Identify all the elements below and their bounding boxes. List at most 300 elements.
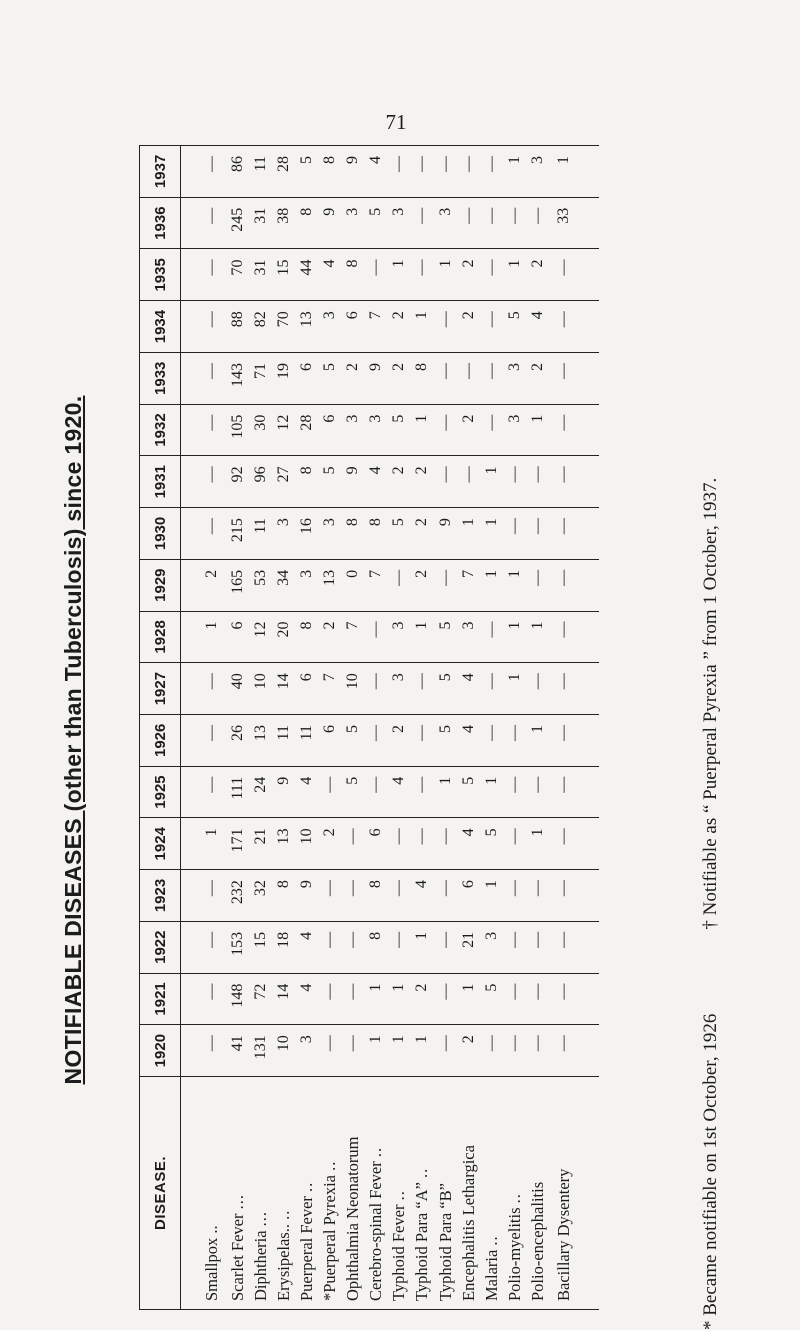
count-cell: 4 bbox=[364, 146, 387, 198]
disease-name-cell bbox=[526, 1077, 549, 1310]
year-header: 1926 bbox=[140, 714, 181, 766]
count-cell: 1 bbox=[410, 921, 433, 973]
count-cell: — bbox=[410, 663, 433, 715]
count-cell: 4 bbox=[387, 766, 410, 818]
disease-name-cell bbox=[387, 1077, 410, 1310]
disease-name: Typhoid Para “A” bbox=[412, 1182, 432, 1301]
count-cell: 0 bbox=[341, 559, 364, 611]
count-cell: — bbox=[549, 818, 599, 870]
count-cell: — bbox=[410, 766, 433, 818]
count-cell: 153 bbox=[226, 921, 249, 973]
disease-name: Encephalitis Lethargica bbox=[458, 1145, 478, 1301]
count-cell: — bbox=[181, 146, 226, 198]
count-cell: — bbox=[434, 973, 457, 1025]
count-cell: — bbox=[549, 1025, 599, 1077]
count-cell: 143 bbox=[226, 352, 249, 404]
disease-name-cell bbox=[434, 1077, 457, 1310]
count-cell: — bbox=[364, 663, 387, 715]
table-wrap bbox=[139, 145, 599, 1310]
count-cell: — bbox=[549, 611, 599, 663]
count-cell: — bbox=[457, 352, 480, 404]
count-cell: 4 bbox=[295, 921, 318, 973]
count-cell: 6 bbox=[295, 352, 318, 404]
disease-name-cell bbox=[341, 1077, 364, 1310]
count-cell: 1 bbox=[526, 818, 549, 870]
count-cell: 1 bbox=[526, 714, 549, 766]
count-cell: 8 bbox=[364, 508, 387, 560]
count-cell: 3 bbox=[318, 301, 341, 353]
count-cell: — bbox=[387, 870, 410, 922]
count-cell: 28 bbox=[295, 404, 318, 456]
count-cell: 8 bbox=[341, 249, 364, 301]
year-header: 1932 bbox=[140, 404, 181, 456]
count-cell: 1 bbox=[480, 559, 503, 611]
count-cell: 6 bbox=[364, 818, 387, 870]
count-cell: 8 bbox=[272, 870, 295, 922]
count-cell: — bbox=[503, 818, 526, 870]
diseases-table bbox=[139, 145, 599, 1310]
count-cell: 1 bbox=[503, 559, 526, 611]
count-cell: 4 bbox=[364, 456, 387, 508]
disease-name: Erysipelas.. bbox=[273, 1224, 293, 1301]
count-cell: 1 bbox=[181, 818, 226, 870]
count-cell: — bbox=[549, 404, 599, 456]
table-body bbox=[181, 146, 600, 1310]
count-cell: 4 bbox=[318, 249, 341, 301]
count-cell: — bbox=[181, 508, 226, 560]
count-cell: 12 bbox=[249, 611, 272, 663]
count-cell: — bbox=[181, 404, 226, 456]
count-cell: — bbox=[480, 714, 503, 766]
count-cell: 2 bbox=[387, 301, 410, 353]
leader-dots: .. bbox=[320, 1160, 340, 1171]
count-cell: 5 bbox=[434, 611, 457, 663]
count-cell: — bbox=[181, 197, 226, 249]
count-cell: 2 bbox=[526, 352, 549, 404]
count-cell: 4 bbox=[457, 714, 480, 766]
count-cell: 3 bbox=[341, 404, 364, 456]
count-cell: 6 bbox=[341, 301, 364, 353]
count-cell: — bbox=[181, 973, 226, 1025]
count-cell: — bbox=[503, 714, 526, 766]
page-number: 71 bbox=[385, 110, 407, 134]
count-cell: 3 bbox=[295, 559, 318, 611]
count-cell: 6 bbox=[318, 404, 341, 456]
disease-name-cell bbox=[480, 1077, 503, 1310]
disease-name-cell bbox=[410, 1077, 433, 1310]
count-cell: — bbox=[181, 921, 226, 973]
count-cell: — bbox=[387, 818, 410, 870]
table-row bbox=[341, 146, 364, 1310]
disease-name: Polio-myelitis bbox=[504, 1207, 524, 1301]
count-cell: 232 bbox=[226, 870, 249, 922]
count-cell: 5 bbox=[434, 663, 457, 715]
table-row bbox=[457, 146, 480, 1310]
disease-name-cell bbox=[457, 1077, 480, 1310]
disease-name-cell bbox=[272, 1077, 295, 1310]
count-cell: — bbox=[434, 818, 457, 870]
count-cell: 88 bbox=[226, 301, 249, 353]
count-cell: 72 bbox=[249, 973, 272, 1025]
disease-name: *Puerperal Pyrexia bbox=[320, 1175, 340, 1301]
count-cell: 1 bbox=[364, 973, 387, 1025]
disease-header: DISEASE. bbox=[140, 1077, 181, 1310]
count-cell: 5 bbox=[387, 508, 410, 560]
count-cell: 8 bbox=[364, 870, 387, 922]
count-cell: — bbox=[341, 818, 364, 870]
count-cell: — bbox=[434, 404, 457, 456]
count-cell: 3 bbox=[503, 352, 526, 404]
count-cell: — bbox=[457, 456, 480, 508]
year-header: 1921 bbox=[140, 973, 181, 1025]
count-cell: 20 bbox=[272, 611, 295, 663]
count-cell: — bbox=[434, 301, 457, 353]
count-cell: 5 bbox=[480, 973, 503, 1025]
count-cell: 4 bbox=[457, 663, 480, 715]
count-cell: 92 bbox=[226, 456, 249, 508]
count-cell: 2 bbox=[457, 249, 480, 301]
count-cell: — bbox=[434, 456, 457, 508]
count-cell: — bbox=[549, 249, 599, 301]
count-cell: 18 bbox=[272, 921, 295, 973]
count-cell: 3 bbox=[387, 611, 410, 663]
count-cell: — bbox=[434, 1025, 457, 1077]
year-header: 1937 bbox=[140, 146, 181, 198]
count-cell: 9 bbox=[295, 870, 318, 922]
count-cell: — bbox=[503, 456, 526, 508]
count-cell: — bbox=[480, 197, 503, 249]
count-cell: 1 bbox=[503, 611, 526, 663]
count-cell: — bbox=[503, 1025, 526, 1077]
table-row bbox=[503, 146, 526, 1310]
count-cell: 24 bbox=[249, 766, 272, 818]
count-cell: 2 bbox=[181, 559, 226, 611]
count-cell: 1 bbox=[503, 663, 526, 715]
count-cell: 32 bbox=[249, 870, 272, 922]
count-cell: — bbox=[387, 921, 410, 973]
count-cell: — bbox=[434, 870, 457, 922]
count-cell: 1 bbox=[480, 456, 503, 508]
leader-dots: .. bbox=[412, 1167, 432, 1178]
count-cell: — bbox=[480, 146, 503, 198]
count-cell: — bbox=[549, 663, 599, 715]
page-title: NOTIFIABLE DISEASES (other than Tuberculosis) since 1920. bbox=[60, 395, 86, 1085]
count-cell: 8 bbox=[295, 456, 318, 508]
footnote-second: † Notifiable as “ Puerperal Pyrexia ” from 1 October, 1937. bbox=[700, 477, 721, 930]
year-header: 1935 bbox=[140, 249, 181, 301]
count-cell: 31 bbox=[249, 249, 272, 301]
count-cell: — bbox=[549, 766, 599, 818]
table-row bbox=[295, 146, 318, 1310]
count-cell: 10 bbox=[249, 663, 272, 715]
count-cell: — bbox=[549, 870, 599, 922]
count-cell: 5 bbox=[318, 352, 341, 404]
leader-dots: .. bbox=[481, 1235, 501, 1246]
page-title-wrap bbox=[60, 240, 90, 1240]
count-cell: 4 bbox=[526, 301, 549, 353]
count-cell: 4 bbox=[410, 870, 433, 922]
disease-name-cell bbox=[549, 1077, 599, 1310]
count-cell: 2 bbox=[387, 714, 410, 766]
count-cell: 8 bbox=[341, 508, 364, 560]
count-cell: 9 bbox=[272, 766, 295, 818]
count-cell: — bbox=[341, 1025, 364, 1077]
count-cell: — bbox=[503, 508, 526, 560]
count-cell: — bbox=[457, 146, 480, 198]
count-cell: 5 bbox=[364, 197, 387, 249]
count-cell: 3 bbox=[272, 508, 295, 560]
count-cell: — bbox=[526, 559, 549, 611]
count-cell: 171 bbox=[226, 818, 249, 870]
count-cell: 12 bbox=[272, 404, 295, 456]
disease-name: Scarlet Fever bbox=[227, 1213, 247, 1301]
count-cell: — bbox=[434, 352, 457, 404]
disease-name: Bacillary Dysentery bbox=[554, 1168, 574, 1301]
count-cell: — bbox=[318, 766, 341, 818]
count-cell: 1 bbox=[526, 611, 549, 663]
disease-name-cell bbox=[295, 1077, 318, 1310]
count-cell: — bbox=[410, 714, 433, 766]
count-cell: 86 bbox=[226, 146, 249, 198]
count-cell: 26 bbox=[226, 714, 249, 766]
count-cell: 7 bbox=[364, 559, 387, 611]
year-header: 1933 bbox=[140, 352, 181, 404]
count-cell: 5 bbox=[341, 766, 364, 818]
count-cell: 30 bbox=[249, 404, 272, 456]
disease-name: Typhoid Fever bbox=[389, 1204, 409, 1301]
year-header: 1923 bbox=[140, 870, 181, 922]
count-cell: — bbox=[181, 352, 226, 404]
count-cell: — bbox=[549, 456, 599, 508]
year-header: 1924 bbox=[140, 818, 181, 870]
count-cell: 1 bbox=[503, 249, 526, 301]
count-cell: 2 bbox=[318, 611, 341, 663]
count-cell: 1 bbox=[364, 1025, 387, 1077]
table-row bbox=[549, 146, 599, 1310]
count-cell: 3 bbox=[387, 197, 410, 249]
count-cell: — bbox=[410, 197, 433, 249]
count-cell: 3 bbox=[387, 663, 410, 715]
count-cell: 5 bbox=[434, 714, 457, 766]
count-cell: — bbox=[341, 921, 364, 973]
year-header: 1922 bbox=[140, 921, 181, 973]
count-cell: 165 bbox=[226, 559, 249, 611]
table-row bbox=[181, 146, 226, 1310]
count-cell: — bbox=[181, 766, 226, 818]
count-cell: 4 bbox=[457, 818, 480, 870]
count-cell: — bbox=[318, 870, 341, 922]
count-cell: 1 bbox=[457, 973, 480, 1025]
count-cell: 13 bbox=[272, 818, 295, 870]
count-cell: — bbox=[457, 197, 480, 249]
count-cell: 33 bbox=[549, 197, 599, 249]
table-row bbox=[318, 146, 341, 1310]
count-cell: 1 bbox=[410, 301, 433, 353]
count-cell: 6 bbox=[318, 714, 341, 766]
year-header: 1934 bbox=[140, 301, 181, 353]
table-row bbox=[272, 146, 295, 1310]
count-cell: 3 bbox=[480, 921, 503, 973]
count-cell: — bbox=[549, 559, 599, 611]
count-cell: 96 bbox=[249, 456, 272, 508]
count-cell: — bbox=[549, 508, 599, 560]
count-cell: 2 bbox=[387, 456, 410, 508]
leader-dots: .. bbox=[273, 1209, 293, 1220]
count-cell: 31 bbox=[249, 197, 272, 249]
count-cell: 1 bbox=[410, 611, 433, 663]
disease-name-cell bbox=[364, 1077, 387, 1310]
count-cell: — bbox=[503, 973, 526, 1025]
count-cell: 41 bbox=[226, 1025, 249, 1077]
count-cell: — bbox=[480, 352, 503, 404]
count-cell: 3 bbox=[295, 1025, 318, 1077]
count-cell: 13 bbox=[318, 559, 341, 611]
count-cell: 9 bbox=[341, 146, 364, 198]
disease-name: Ophthalmia Neonatorum bbox=[343, 1136, 363, 1301]
count-cell: 148 bbox=[226, 973, 249, 1025]
count-cell: 1 bbox=[480, 508, 503, 560]
count-cell: — bbox=[526, 1025, 549, 1077]
count-cell: — bbox=[181, 249, 226, 301]
count-cell: 105 bbox=[226, 404, 249, 456]
disease-name-cell bbox=[181, 1077, 226, 1310]
count-cell: — bbox=[480, 404, 503, 456]
count-cell: 1 bbox=[387, 1025, 410, 1077]
count-cell: 34 bbox=[272, 559, 295, 611]
count-cell: — bbox=[480, 663, 503, 715]
count-cell: 38 bbox=[272, 197, 295, 249]
count-cell: 5 bbox=[295, 146, 318, 198]
count-cell: 8 bbox=[410, 352, 433, 404]
count-cell: 5 bbox=[503, 301, 526, 353]
year-header: 1931 bbox=[140, 456, 181, 508]
count-cell: — bbox=[181, 456, 226, 508]
count-cell: — bbox=[480, 249, 503, 301]
count-cell: 71 bbox=[249, 352, 272, 404]
disease-name-cell bbox=[318, 1077, 341, 1310]
table-row bbox=[410, 146, 433, 1310]
count-cell: 8 bbox=[364, 921, 387, 973]
count-cell: 10 bbox=[272, 1025, 295, 1077]
disease-name: Diphtheria bbox=[250, 1230, 270, 1301]
leader-dots: ... bbox=[250, 1210, 270, 1227]
table-row bbox=[480, 146, 503, 1310]
count-cell: 27 bbox=[272, 456, 295, 508]
count-cell: 11 bbox=[295, 714, 318, 766]
count-cell: 1 bbox=[434, 766, 457, 818]
count-cell: — bbox=[549, 301, 599, 353]
leader-dots: .. bbox=[504, 1193, 524, 1204]
disease-name-cell bbox=[249, 1077, 272, 1310]
count-cell: 8 bbox=[295, 197, 318, 249]
count-cell: 3 bbox=[457, 611, 480, 663]
count-cell: 2 bbox=[341, 352, 364, 404]
disease-name: Malaria bbox=[481, 1249, 501, 1301]
count-cell: 8 bbox=[318, 146, 341, 198]
table-row bbox=[249, 146, 272, 1310]
count-cell: 10 bbox=[295, 818, 318, 870]
count-cell: 82 bbox=[249, 301, 272, 353]
count-cell: 5 bbox=[318, 456, 341, 508]
count-cell: — bbox=[503, 870, 526, 922]
count-cell: 14 bbox=[272, 663, 295, 715]
count-cell: 70 bbox=[272, 301, 295, 353]
count-cell: — bbox=[364, 714, 387, 766]
count-cell: — bbox=[434, 559, 457, 611]
count-cell: 53 bbox=[249, 559, 272, 611]
count-cell: 2 bbox=[318, 818, 341, 870]
year-header: 1925 bbox=[140, 766, 181, 818]
count-cell: — bbox=[526, 870, 549, 922]
count-cell: 1 bbox=[181, 611, 226, 663]
count-cell: 6 bbox=[457, 870, 480, 922]
count-cell: 15 bbox=[249, 921, 272, 973]
count-cell: — bbox=[364, 611, 387, 663]
count-cell: 2 bbox=[457, 1025, 480, 1077]
count-cell: 9 bbox=[318, 197, 341, 249]
count-cell: 10 bbox=[341, 663, 364, 715]
count-cell: — bbox=[503, 766, 526, 818]
count-cell: — bbox=[410, 249, 433, 301]
count-cell: 4 bbox=[295, 766, 318, 818]
count-cell: 2 bbox=[387, 352, 410, 404]
count-cell: — bbox=[526, 921, 549, 973]
leader-dots: .. bbox=[366, 1146, 386, 1158]
count-cell: 215 bbox=[226, 508, 249, 560]
count-cell: — bbox=[526, 663, 549, 715]
count-cell: 1 bbox=[549, 146, 599, 198]
count-cell: — bbox=[318, 973, 341, 1025]
count-cell: 3 bbox=[341, 197, 364, 249]
count-cell: 5 bbox=[457, 766, 480, 818]
disease-name: Typhoid Para “B” bbox=[435, 1183, 455, 1301]
count-cell: 6 bbox=[226, 611, 249, 663]
disease-name: Puerperal Fever bbox=[296, 1196, 316, 1301]
footnote-first: * Became notifiable on 1st October, 1926 bbox=[700, 1013, 721, 1330]
count-cell: 9 bbox=[364, 352, 387, 404]
count-cell: — bbox=[480, 301, 503, 353]
count-cell: — bbox=[181, 301, 226, 353]
count-cell: 1 bbox=[387, 249, 410, 301]
count-cell: 2 bbox=[457, 301, 480, 353]
count-cell: 1 bbox=[480, 870, 503, 922]
count-cell: 3 bbox=[526, 146, 549, 198]
leader-dots: .. bbox=[296, 1181, 316, 1192]
count-cell: 21 bbox=[249, 818, 272, 870]
count-cell: 70 bbox=[226, 249, 249, 301]
count-cell: 9 bbox=[341, 456, 364, 508]
count-cell: — bbox=[364, 249, 387, 301]
count-cell: — bbox=[387, 146, 410, 198]
count-cell: — bbox=[526, 456, 549, 508]
count-cell: — bbox=[181, 1025, 226, 1077]
count-cell: 11 bbox=[272, 714, 295, 766]
count-cell: 7 bbox=[457, 559, 480, 611]
count-cell: 1 bbox=[526, 404, 549, 456]
count-cell: 7 bbox=[318, 663, 341, 715]
count-cell: — bbox=[549, 714, 599, 766]
disease-name-cell bbox=[503, 1077, 526, 1310]
count-cell: — bbox=[387, 559, 410, 611]
count-cell: 6 bbox=[295, 663, 318, 715]
count-cell: 7 bbox=[341, 611, 364, 663]
count-cell: 16 bbox=[295, 508, 318, 560]
count-cell: 40 bbox=[226, 663, 249, 715]
count-cell: 7 bbox=[364, 301, 387, 353]
year-header: 1930 bbox=[140, 508, 181, 560]
count-cell: 1 bbox=[480, 766, 503, 818]
table-row bbox=[387, 146, 410, 1310]
